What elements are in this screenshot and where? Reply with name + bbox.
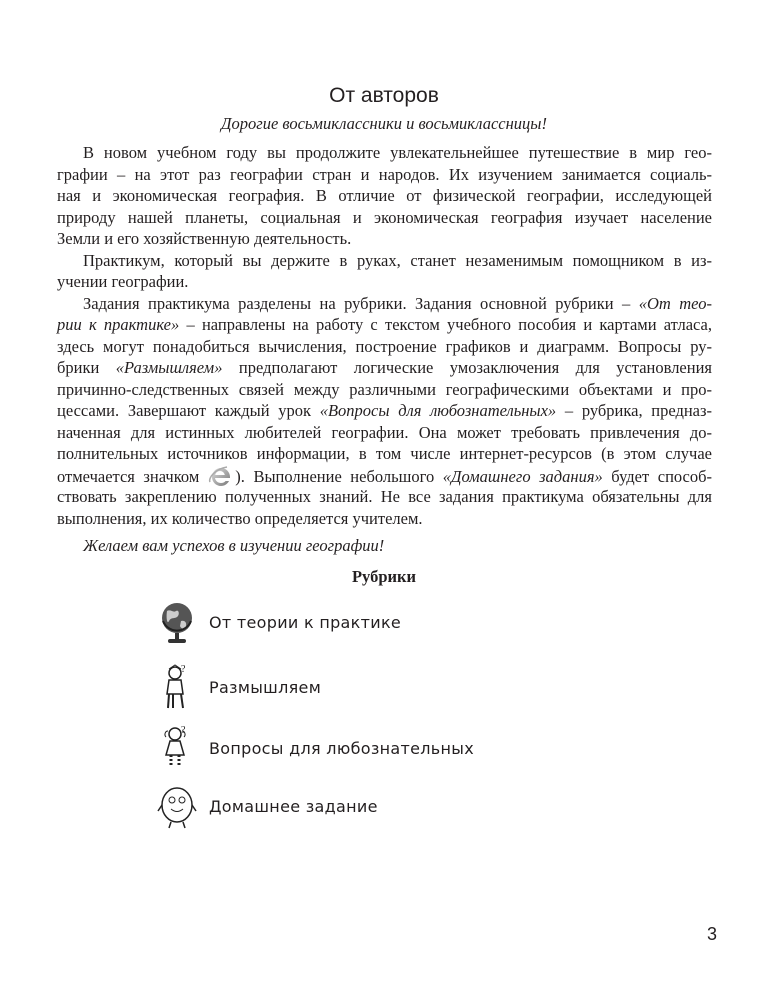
text-line: В новом учебном году вы продолжите увлекательнейшее путешествие в мир гео- [83,143,712,162]
text-line: брики «Размышляем» предполагают логические умозаключения для установления [57,358,713,377]
rubric-label: Вопросы для любознательных [209,738,474,758]
internet-icon [207,465,233,487]
rubric-item [155,597,401,647]
text-line: наченная для истинных любителей географии. Она может требовать привлечения до- [57,422,712,442]
rubric-item [155,723,474,773]
greeting: Дорогие восьмиклассники и восьмиклассницы! [221,114,547,133]
text-line: учении географии. [57,272,189,291]
rubrics-heading: Рубрики [351,567,417,586]
rubric-label: Размышляем [209,677,322,697]
text-line: рии к практике» – направлены на работу с текстом учебного пособия и картами атласа, [57,315,712,334]
text-line: выполнения, их количество определяется учителем. [57,508,423,528]
text-line: причинно-следственных связей между различными географическими объектами и про- [57,379,712,399]
rubric-label: От теории к практике [209,612,402,632]
text-line: ствовать закреплению полученных знаний. Не все задания практикума обязательны для [57,487,712,506]
text-line: Земли и его хозяйственную деятельность. [57,229,352,248]
globe-icon [155,597,199,647]
text-line: природу нашей планеты, социальная и экономическая география изучает население [57,207,712,227]
text-line: Задания практикума разделены на рубрики. Задания основной рубрики – «От тео- [83,293,712,313]
curious-girl-icon [155,723,199,773]
closing-wish: Желаем вам успехов в изучении географии! [83,536,385,555]
rubric-item [155,662,321,712]
rubric-label: Домашнее задание [209,796,378,816]
text-line: отмечается значком ). Выполнение небольшого «Домашнего задания» будет способ- [57,466,713,486]
svg-text:?: ? [181,664,186,675]
text-line: Практикум, который вы держите в руках, станет незаменимым помощником в из- [83,250,712,270]
text-line: графии – на этот раз географии стран и народов. Их изучением занимается социаль- [57,164,712,184]
page-number: 3 [707,924,718,944]
text-line: здесь могут понадобиться вычисления, построение графиков и диаграмм. Вопросы ру- [57,336,712,356]
text-line: ная и экономическая география. В отличие от физической географии, исследующей [57,186,712,205]
text-line: цессами. Завершают каждый урок «Вопросы для любознательных» – рубрика, предназ- [57,401,713,420]
intro-text [57,142,712,529]
rubric-item [155,781,378,831]
page-title: От авторов [329,84,439,107]
homework-character-icon [155,781,199,831]
svg-text:?: ? [181,725,186,736]
text-line: полнительных источников информации, в том числе интернет-ресурсов (в этом случае [57,444,712,463]
thinking-boy-icon [155,662,199,712]
